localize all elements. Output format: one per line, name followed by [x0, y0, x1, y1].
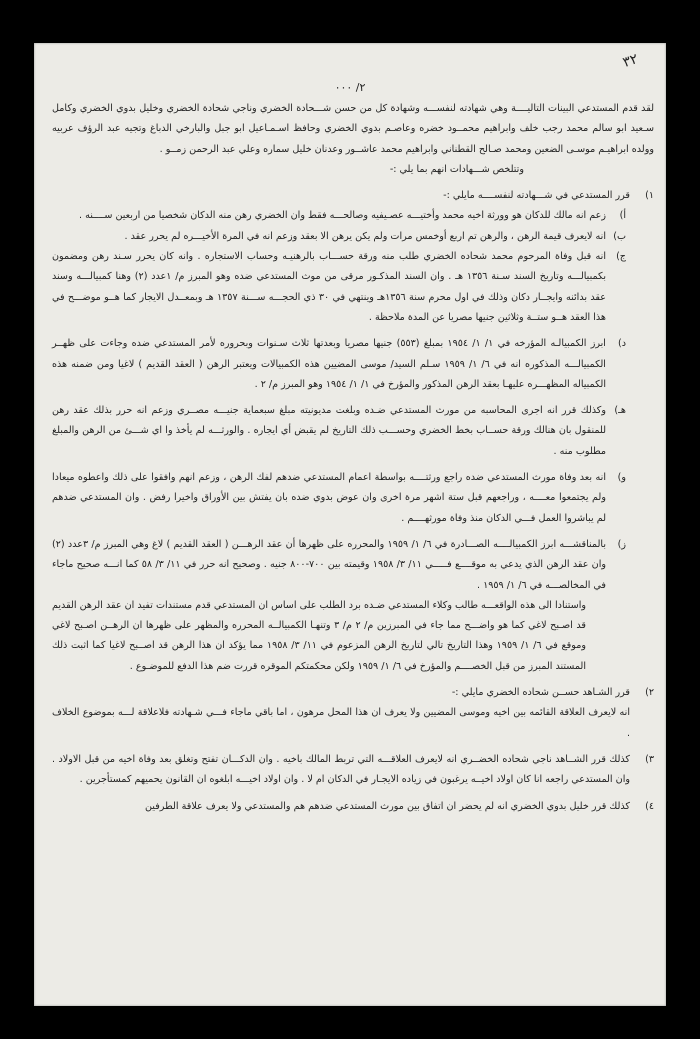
document-body	[52, 99, 654, 817]
sub-text: انه قبل وفاة المرحوم محمد شحاده الخضري طلب منه ورقة حســـاب بالرهنيـه وحساب الاستجاره . وانه كان يحرر سـند رهن ومضمون بكمبيالـــه وتاريخ السند سـنة ١٣٥٦ هـ . وان السند المذكـور مرقى من موث المستدعي ضده وهو المبرز م/ ١عدد (٢) وهنا كمبيالـــه وسند عقد بدائنه وايجــار دكان وذلك في اول محرم سنة ١٣٥٦هـ وينتهي في ٣٠ ذي الحجـــه ســـنة ١٣٥٧ هـ وبمعــدل الايجار كما هــو موضـــح في هذا العقد هــو ستــة وثلاثين جنيها مصريا عن المدة ملاحظة .	[52, 251, 606, 323]
sub-text: وكذلك قرر انه اجرى المحاسبه من مورث المستدعي ضـده وبلغت مديونيته مبلغ سبعماية جنيـــه مصــري وزعم انه حرر بذلك عقد رهن للمنقول بان هنالك ورقة حســاب بخط الخضري وحســـب ذلك التاريخ لم يقبض أي ايجاره . والورثـــه لم يأخذ وا اي شـــئ من الرهن والمبلغ مطلوب منه .	[52, 405, 606, 457]
sub-text: ابرز الكمبيالـه المؤرخه في ١/ ١/ ١٩٥٤ بمبلغ (٥٥٣) جنيها مصريا وبعدتها ثلاث سـنوات وبحروره لأمر المستدعي ضده وجاءت على ظهــر الكمبيالـــه المذكوره انه في ٦/ ١/ ١٩٥٩ سـلم السيد/ موسى المضيين هذه الكمبيالات ويعتبر الرهن ( العقد القديم ) لاغيا ومن ضمنه هذه الكمبياله المظهـــره عليهـا بعقد الرهن المذكور والمؤرخ في ١/ ١/ ١٩٥٤ وهو المبرز م/ ٢ .	[52, 338, 606, 390]
page-number-mark: ٣٢	[620, 51, 641, 71]
item-2	[52, 683, 654, 744]
sub-label: ج)	[616, 251, 626, 263]
item-number: ١)	[645, 190, 654, 202]
item-text: كذلك قرر الشــاهد ناجي شحاده الخضــري انه لايعرف العلاقـــه التي تربط المالك باخيه . وان الدكـــان تفتح وتغلق بعد وفاة اخيه من قبل الاولاد . وان المستدعي راجعه انا كان اولاد اخيــه يرغبون في زياده الايجـار في الدكان ام لا . وان اولاد اخيـــه ابلغوه ان القانون يحميهم كمستأجرين .	[52, 753, 630, 786]
sub-item-b	[52, 227, 626, 247]
sub-label: د)	[617, 338, 626, 350]
item-1	[52, 186, 654, 677]
item-title: قرر الشـاهد حســن شحاده الخضري مايلي :-	[451, 687, 630, 699]
sub-label: ز)	[617, 538, 626, 550]
sub-label: ب)	[613, 230, 626, 242]
item-number: ٢)	[645, 687, 654, 699]
sub-text: بالمناقشـــه ابرز الكمبيالــــه الصـــادرة في ٦/ ١/ ١٩٥٩ والمحرره على ظهرها أن عقد الرهـــن ( العقد القديم ) لاغ وهي المبرز م/ ٣عدد (٢) وان عقد الرهن الذي يدعي به موقــــع فـــــي ١١/ ٣/ ١٩٥٨ وقيمته بين ٧٠٠-٨٠٠ جنيه . وصحيح انه حرر في ١١/ ٣/ ٥٨ كما انـــه صحيح ماجاء في المخالصـــه في ٦/ ١/ ١٩٥٩ .	[52, 538, 607, 591]
document-page	[34, 43, 666, 1006]
sub-item-e	[52, 401, 626, 462]
sub-item-c	[52, 247, 626, 328]
item-3	[52, 750, 654, 791]
sub-text: انه لايعرف قيمة الرهن ، والرهن تم اربع أوخمس مرات ولم يكن يرهن الا بعقد وزعم انه في المرة الأخيـــره لم يحرر عقد .	[124, 230, 606, 242]
item-4	[52, 797, 654, 817]
item-text: انه لايعرف العلاقة القائمه بين اخيه وموسى المضيين ولا يعرف ان هذا المحل مرهون ، اما باقي ماجاء فـــي شـهادته فلاعلاقة لـــه بموضوع الخلاف .	[52, 707, 630, 739]
sub-label: هـ)	[614, 405, 626, 417]
item-number: ٤)	[645, 800, 654, 812]
intro-paragraph: لقد قدم المستدعي البينات التاليــــة وهي شهادته لنفســـه وشهادة كل من حسن شـــحادة الخضري وناجي شحادة الخضري وخليل بدوي الخضري وكامل سـعيد ابو سالم محمد رجب خلف وابراهيم محمــود خضره وعاصـم بدوي الخضري وحافظ اسـمـاعيل ابو جبل والبارخي الدباغ وتجيه عبد الرؤف عربيه وولده ابراهيـم موسـى الضعين ومحمد صـالح القطناني وابراهيم محمد عاشــور وعدنان خليل سماره وعلي عبد الرحمن زمــو .	[52, 103, 654, 155]
page-header: ٢/ ٠٠٠	[334, 81, 366, 94]
sub-item-g	[52, 535, 626, 596]
sub-label: أ)	[619, 210, 626, 222]
sub-label: و)	[617, 472, 626, 484]
item-text: كذلك قرر خليل بدوي الخضري انه لم يحضر ان اتفاق بين مورث المستدعي ضدهم هم والمستدعي ولا يعرف علاقة الطرفين	[145, 800, 630, 812]
sub-text: زعم انه مالك للدكان هو وورثة اخيه محمد وأختيـــه عصـيفيه وصالحـــه فقط وان الخضري رهن منه الدكان شخصيا من اربعين ســــنه .	[78, 210, 606, 222]
sub-item-f	[52, 468, 626, 529]
summary-line: وتتلخص شـــهادات انهم بما يلي :-	[389, 163, 524, 175]
sub-item-d	[52, 334, 626, 395]
item-number: ٣)	[645, 753, 654, 765]
sub-item-a	[52, 206, 626, 226]
sub-text: انه بعد وفاة مورث المستدعي ضده راجع ورثتــــه بواسطة اعمام المستدعي ضدهم لفك الرهن ، وزعم انهم وافقوا على ذلك واعطوه ميعادا ولم يجتمعوا معــــه ، وراجعهم قبل ستة اشهر مرة اخرى وان عوض بدوي ضده بان يفتش بين الأوراق واخيرا رفض . وان المستدعي ضدهم لم يباشروا العمل فـــي الدكان منذ وفاة مورثهــــم .	[52, 472, 606, 524]
closing-paragraph: واستنادا الى هذه الواقعـــه طالب وكلاء المستدعي ضـده برد الطلب على اساس ان المستدعي قدم مستندات تفيد ان عقد الرهن القديم قد اصـبح لاغي كما هو واضـــح مما جاء في المبرزين م/ ٢ م/ ٣ وتنهـا الكمبيالــه المحرره والمظهر على ظهرها ان الرهــن اصـبح لاغي وموقع في ٦/ ١/ ١٩٥٩ وهذا التاريخ تالي لتاريخ الرهن المزعوم في ١١/ ٣/ ١٩٥٨ مما يؤكد ان هذا الرهن قد اصــبح لاغيا كما اثبت ذلك المستند المبرز من قبل الخصــــم والمؤرخ في ٦/ ١/ ١٩٥٩ ولكن محكمتكم الموقره قررت ضم هذا الدفع للموضـوع .	[52, 599, 586, 672]
item-title: قرر المستدعي في شـــهادته لنفســــه مايلي :-	[443, 190, 630, 202]
